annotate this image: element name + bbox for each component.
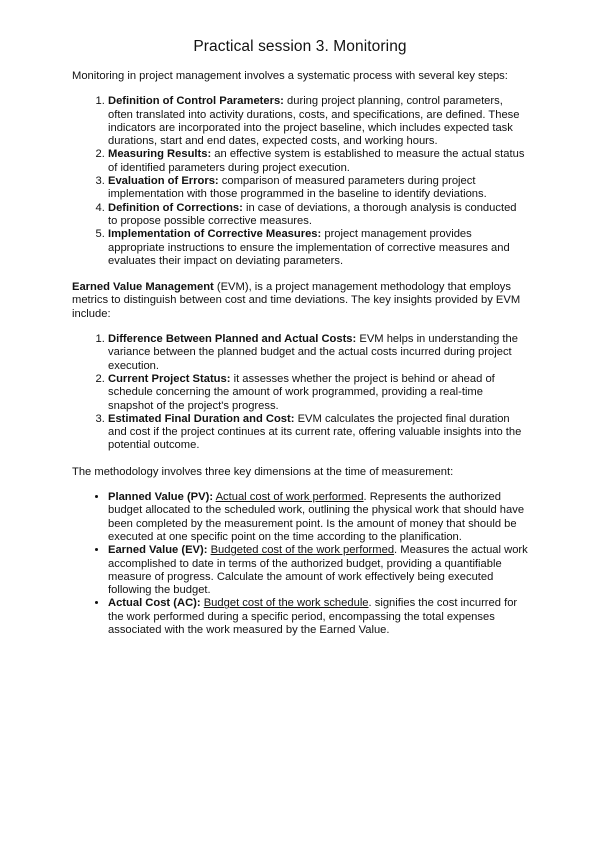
list-item <box>108 491 528 544</box>
evm-term: Earned Value Management <box>72 281 214 294</box>
list-item <box>108 148 528 175</box>
dimensions-intro: The methodology involves three key dimensions at the time of measurement: <box>72 465 454 478</box>
intro-paragraph: Monitoring in project management involves a systematic process with several key steps: <box>72 70 508 82</box>
list-item-text: comparison of measured parameters during project implementation with those programmed in the baseline to identify deviations. <box>108 175 487 201</box>
list-item-text: it assesses whether the project is behind or ahead of schedule concerning the amount of work programmed, providing a real-time snapshot of the project's progress. <box>108 372 495 412</box>
list-item-term: Evaluation of Errors: <box>108 175 219 188</box>
document-page <box>72 38 528 637</box>
list-item-term: Actual Cost (AC): <box>108 597 201 610</box>
list-item-term: Definition of Corrections: <box>108 201 243 214</box>
list-item <box>108 597 528 637</box>
list-item-term: Planned Value (PV): <box>108 491 214 504</box>
list-item-text: project management provides appropriate instructions to ensure the implementation of corrective measures and evaluates their impact on deviating parameters. <box>108 228 510 267</box>
list-item-text: . signifies the cost incurred for the work performed during a specific period, encompassing the total expenses associated with the work measured by the Earned Value. <box>108 597 518 636</box>
list-item-term: Measuring Results: <box>108 148 212 161</box>
list-item <box>108 373 528 413</box>
monitoring-steps-list <box>72 95 528 268</box>
list-item-text: in case of deviations, a thorough analysis is conducted to propose possible corrective measures. <box>108 201 517 227</box>
list-item-term: Difference Between Planned and Actual Costs: <box>108 333 357 346</box>
list-item-term: Estimated Final Duration and Cost: <box>108 412 295 425</box>
list-item <box>108 228 528 268</box>
list-item-text: EVM helps in understanding the variance between the planned budget and the actual costs incurred during project execution. <box>108 333 518 372</box>
list-item-term: Implementation of Corrective Measures: <box>108 228 322 241</box>
list-item-underlined: Actual cost of work performed <box>215 491 364 504</box>
list-item <box>108 413 528 453</box>
list-item-text: . Measures the actual work accomplished to date in terms of the authorized budget, providing a quantifiable measure of progress. Calculate the amount of work effectively being executed following the budget. <box>108 544 528 597</box>
dimensions-list <box>72 491 528 637</box>
list-item-text: . Represents the authorized budget allocated to the scheduled work, outlining the physical work that should have been completed by the measurement point. Is the amount of money that should be executed at one specific point on the time according to the planification. <box>108 491 525 543</box>
page-title: Practical session 3. Monitoring <box>193 38 407 55</box>
list-item-term: Earned Value (EV): <box>108 544 208 557</box>
list-item <box>108 175 528 202</box>
list-item-text: EVM calculates the projected final duration and cost if the project continues at its current rate, offering valuable insights into the potential outcome. <box>108 412 522 452</box>
list-item-text: an effective system is established to measure the actual status of identified parameters during project execution. <box>108 148 525 174</box>
list-item-term: Definition of Control Parameters: <box>108 95 284 108</box>
list-item-term: Current Project Status: <box>108 372 231 385</box>
list-item <box>108 333 528 373</box>
evm-text: (EVM), is a project management methodology that employs metrics to distinguish between cost and time deviations. The key insights provided by EVM include: <box>72 281 521 320</box>
evm-paragraph <box>72 281 528 321</box>
list-item <box>108 95 528 148</box>
list-item-underlined: Budget cost of the work schedule <box>203 597 369 610</box>
list-item-underlined: Budgeted cost of the work performed <box>210 544 395 557</box>
list-item-text: during project planning, control parameters, often translated into activity durations, costs, and specifications, are defined. These indicators are incorporated into the project baseline, which includes expected task durations, start and end dates, expected costs, and working hours. <box>108 95 520 148</box>
list-item <box>108 202 528 229</box>
evm-insights-list <box>72 333 528 453</box>
list-item <box>108 544 528 597</box>
